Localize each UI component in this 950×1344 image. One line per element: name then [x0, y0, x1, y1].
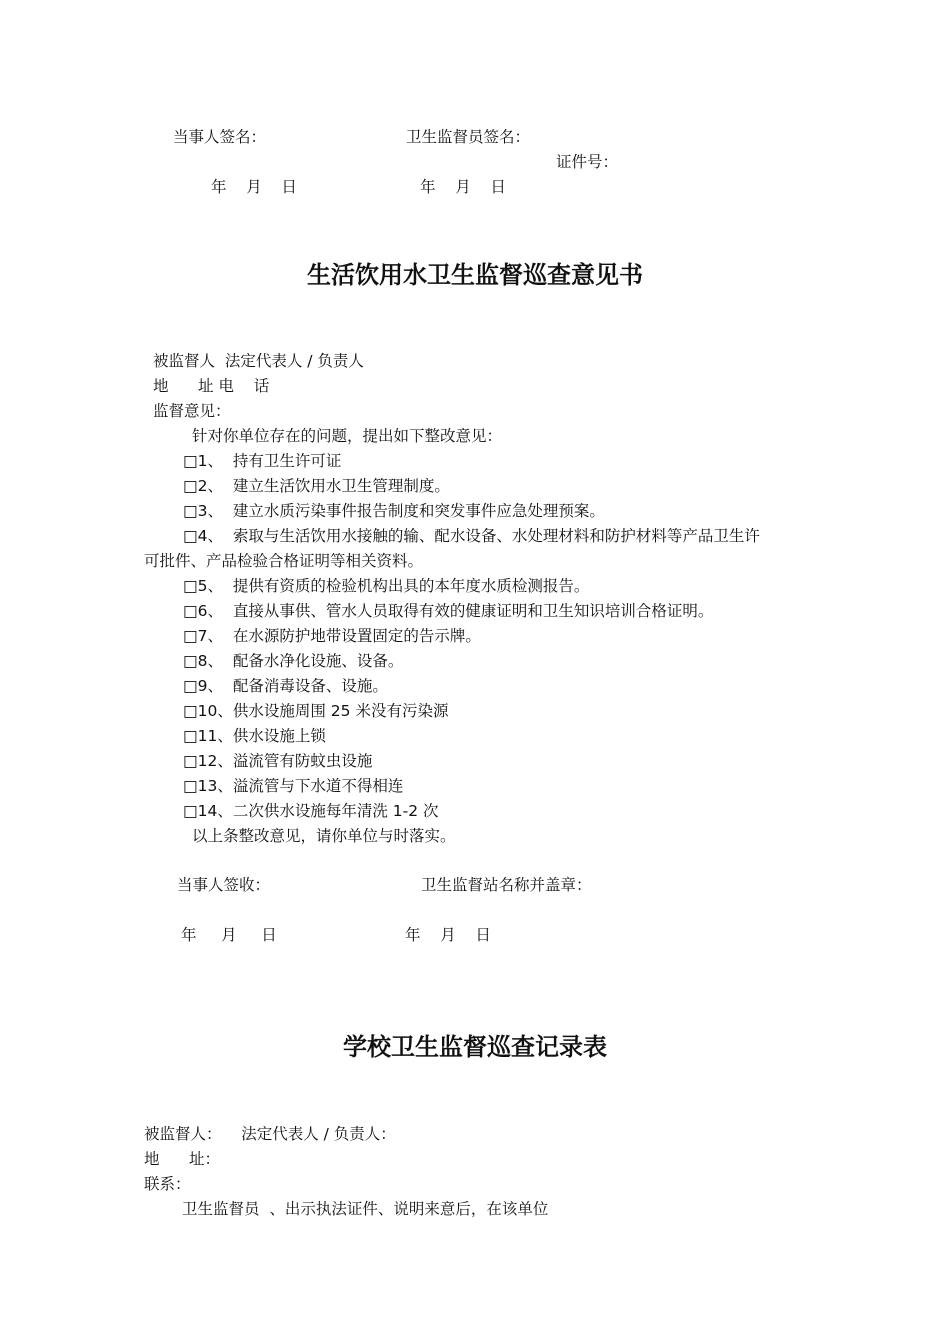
checklist-item-continuation: 可批件、产品检验合格证明等相关资料。	[144, 552, 424, 570]
water-section-title: 生活饮用水卫生监督巡查意见书	[307, 261, 643, 289]
inspector-signature-label: 卫生监督员签名：	[406, 128, 531, 146]
checklist-item: □6、 直接从事供、管水人员取得有效的健康证明和卫生知识培训合格证明。	[183, 602, 714, 620]
date-left: 年 月 日	[181, 926, 277, 944]
checklist-item: □10、供水设施周围 25 米没有污染源	[183, 702, 449, 720]
checklist-item: □9、 配备消毒设备、设施。	[183, 677, 388, 695]
checklist-item: □7、 在水源防护地带设置固定的告示牌。	[183, 627, 481, 645]
supervised-party-line: 被监督人 法定代表人 / 负责人	[153, 352, 364, 370]
certificate-number-label: 证件号：	[556, 153, 619, 171]
opinion-label: 监督意见：	[153, 402, 231, 420]
checklist-item: □11、供水设施上锁	[183, 727, 326, 745]
date-left: 年 月 日	[211, 178, 297, 196]
party-receipt-label: 当事人签收：	[177, 876, 271, 894]
address-phone-line: 地 址 电 话	[153, 377, 270, 395]
checklist-item: □13、溢流管与下水道不得相连	[183, 777, 404, 795]
checklist-item: □2、 建立生活饮用水卫生管理制度。	[183, 477, 450, 495]
opinion-intro: 针对你单位存在的问题，提出如下整改意见：	[192, 427, 503, 445]
checklist-item: □4、 索取与生活饮用水接触的输、配水设备、水处理材料和防护材料等产品卫生许	[183, 527, 760, 545]
closing-note: 以上条整改意见，请你单位与时落实。	[192, 827, 456, 845]
checklist-item: □8、 配备水净化设施、设备。	[183, 652, 404, 670]
checklist-item: □12、溢流管有防蚊虫设施	[183, 752, 373, 770]
date-right: 年 月 日	[405, 926, 491, 944]
contact-line: 联系：	[144, 1175, 191, 1193]
address-line: 地 址：	[144, 1150, 221, 1168]
supervised-party-line: 被监督人： 法定代表人 / 负责人：	[144, 1125, 396, 1143]
party-signature-label: 当事人签名：	[173, 128, 267, 146]
school-section-title: 学校卫生监督巡查记录表	[343, 1033, 607, 1061]
checklist-item: □3、 建立水质污染事件报告制度和突发事件应急处理预案。	[183, 502, 605, 520]
date-right: 年 月 日	[420, 178, 506, 196]
station-seal-label: 卫生监督站名称并盖章：	[421, 876, 592, 894]
inspector-line: 卫生监督员 、出示执法证件、说明来意后，在该单位	[182, 1200, 549, 1218]
checklist-item: □1、 持有卫生许可证	[183, 452, 342, 470]
checklist-item: □14、二次供水设施每年清洗 1-2 次	[183, 802, 439, 820]
checklist-item: □5、 提供有资质的检验机构出具的本年度水质检测报告。	[183, 577, 590, 595]
